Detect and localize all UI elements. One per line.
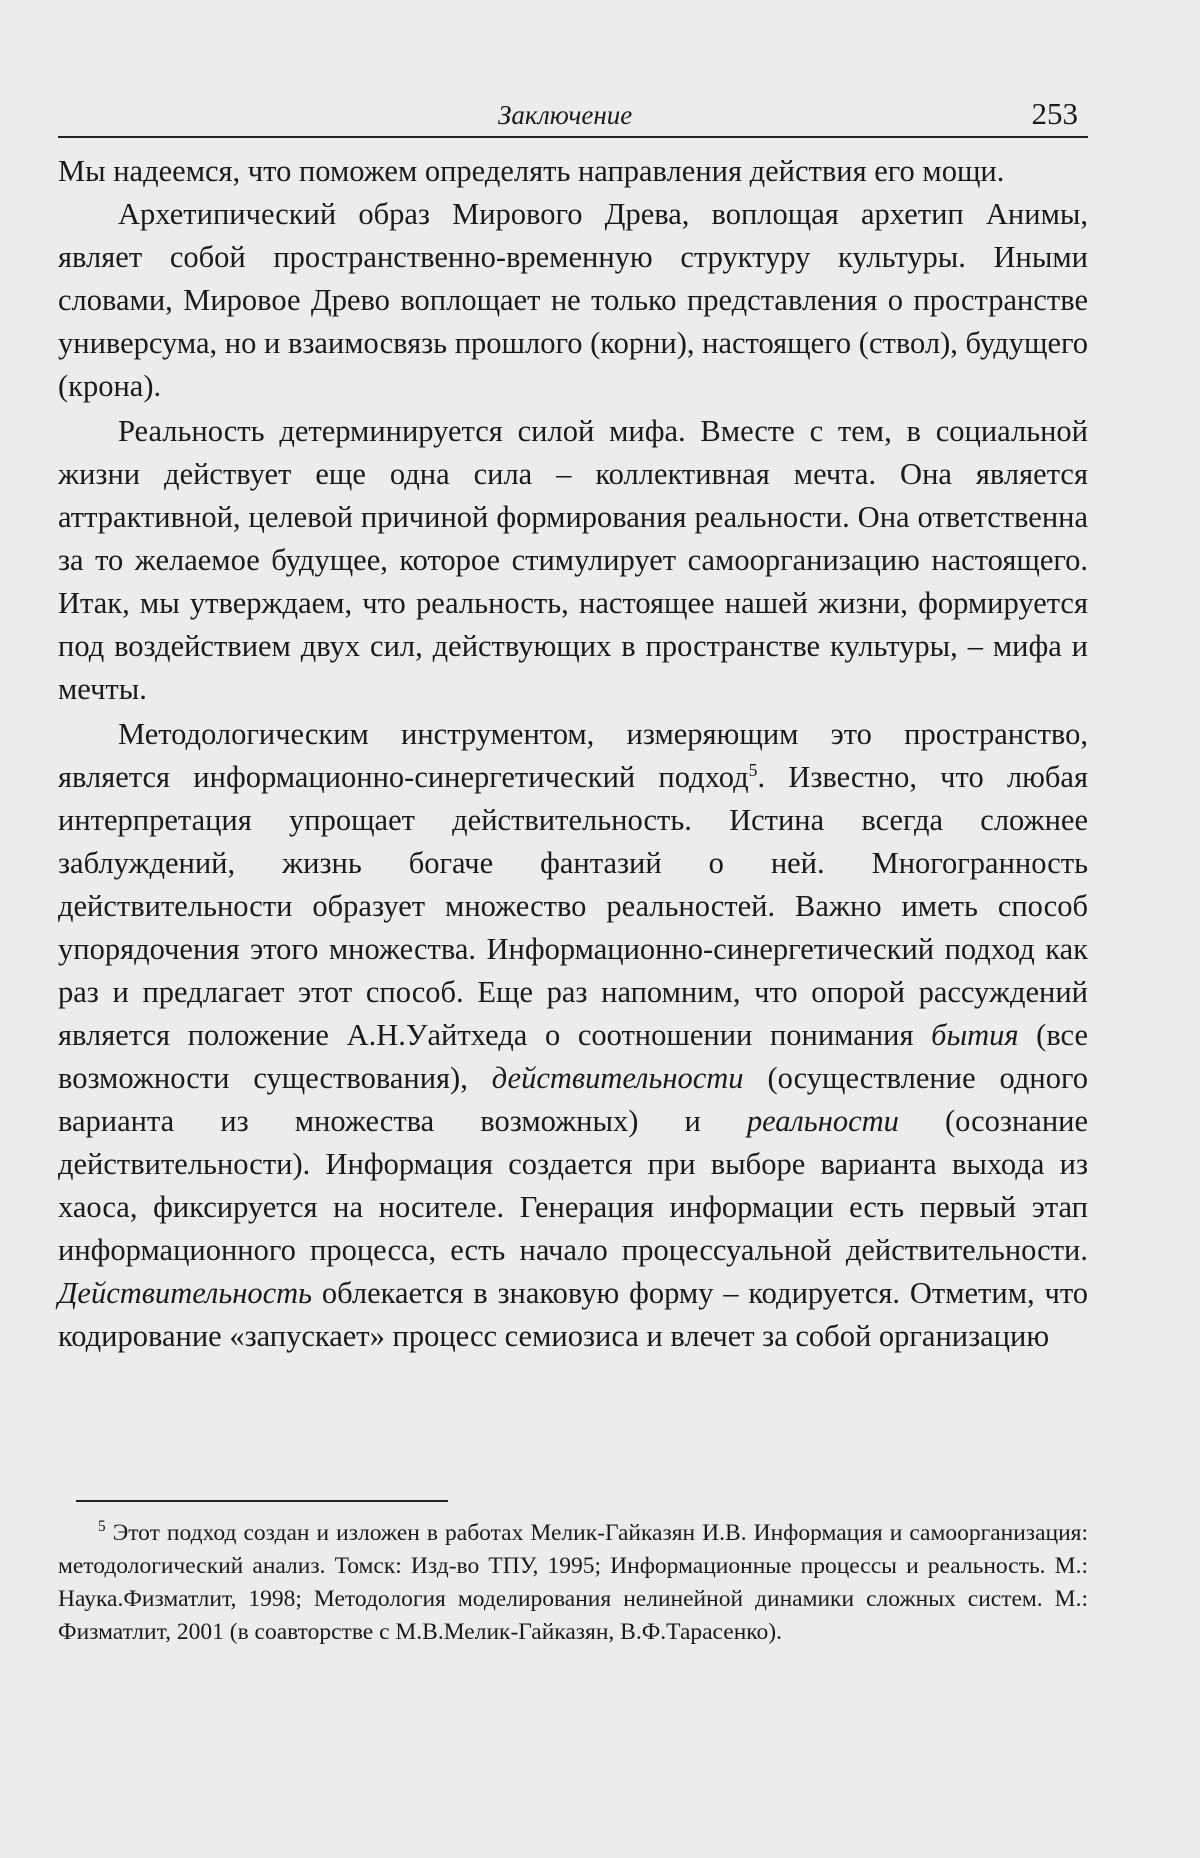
italic-term-actuality: действительности — [491, 1061, 744, 1095]
p4-text-5: (осознание действительности). Информация создается при выборе варианта выхода из хаоса, фиксируется на носителе. Генерация информации есть первый этап информационного процесса, есть начало процессуальной действительности. — [58, 1104, 1089, 1267]
paragraph-4 — [58, 713, 1088, 1358]
p4-text-2: . Известно, что любая интерпретация упрощает действительность. Истина всегда сложнее заблуждений, жизнь богаче фантазий о ней. Многогранность действительности образует множество реальностей. Важно иметь способ упорядочения этого множества. Информационно-синергетический подход как раз и предлагает этот способ. Еще раз напомним, что опорой рассуждений является положение А.Н.Уайтхеда о соотношении понимания — [58, 760, 1088, 1052]
footnote — [58, 1517, 1088, 1649]
book-page — [58, 0, 1088, 1858]
paragraph-3: Реальность детерминируется силой мифа. Вместе с тем, в социальной жизни действует еще одна сила – коллективная мечта. Она является аттрактивной, целевой причиной формирования реальности. Она ответственна за то желаемое будущее, которое стимулирует самоорганизацию настоящего. Итак, мы утверждаем, что реальность, настоящее нашей жизни, формируется под воздействием двух сил, действующих в пространстве культуры, – мифа и мечты. — [58, 414, 1088, 706]
italic-term-actuality-2: Действительность — [58, 1276, 313, 1310]
footnote-reference[interactable]: 5 — [748, 759, 758, 780]
body-text — [58, 150, 1088, 1358]
footnote-text: Этот подход создан и изложен в работах Мелик-Гайказян И.В. Информация и самоорганизация: методологический анализ. Томск: Изд-во ТПУ, 1995; Информационные процессы и реальность. М.: Наука.Физматлит, 1998; Методология моделирования нелинейной динамики сложных систем. М.: Физматлит, 2001 (в соавторстве с М.В.Мелик-Гайказян, В.Ф.Тарасенко). — [58, 1520, 1089, 1645]
running-header — [58, 96, 1088, 136]
paragraph-1: Мы надеемся, что поможем определять направления действия его мощи. — [58, 154, 1005, 188]
p4-text-1: Методологическим инструментом, измеряющим это пространство, является информационно-синергетический подход — [58, 717, 1088, 794]
header-rule — [58, 136, 1088, 138]
footnote-separator — [76, 1500, 448, 1502]
footnote-mark: 5 — [98, 1518, 106, 1536]
p4-text-4: (осуществление одного варианта из множества возможных) и — [58, 1061, 1088, 1138]
page-number: 253 — [1031, 96, 1078, 131]
italic-term-reality: реальности — [746, 1104, 899, 1138]
running-title: Заключение — [498, 100, 633, 130]
paragraph-2: Архетипический образ Мирового Древа, воплощая архетип Анимы, являет собой пространственно-временную структуру культуры. Иными словами, Мировое Древо воплощает не только представления о пространстве универсума, но и взаимосвязь прошлого (корни), настоящего (ствол), будущего (крона). — [58, 197, 1088, 403]
p4-text-6: облекается в знаковую форму – кодируется. Отметим, что кодирование «запускает» процесс семиозиса и влечет за собой организацию — [58, 1276, 1088, 1353]
p4-text-3: (все возможности существования), — [58, 1018, 1089, 1095]
italic-term-being: бытия — [931, 1018, 1019, 1052]
